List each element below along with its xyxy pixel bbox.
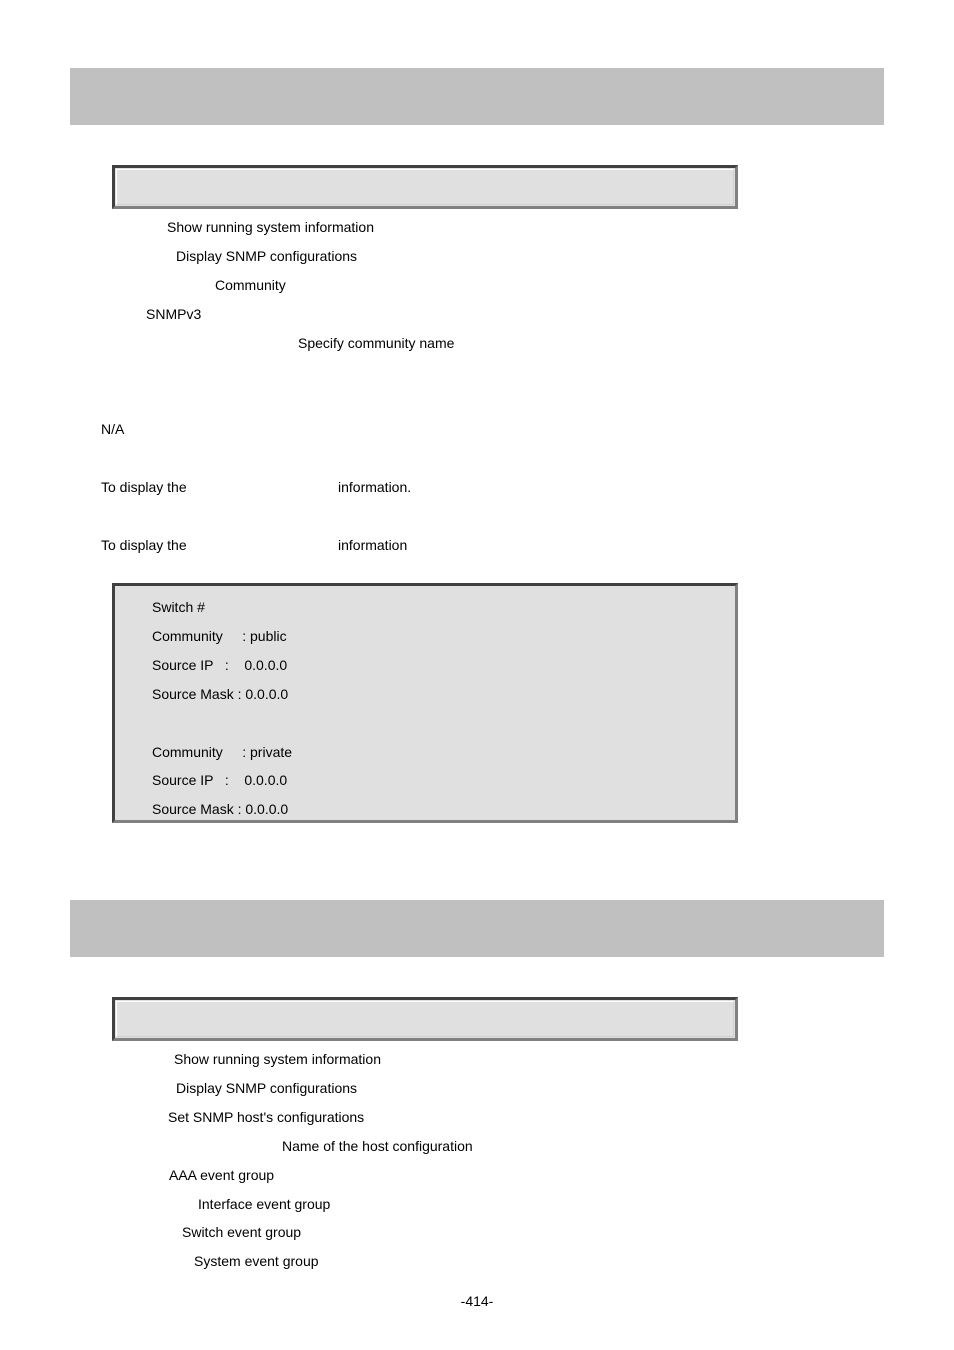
param2-host-name-desc: Name of the host configuration bbox=[282, 1138, 473, 1154]
param2-interface-desc: Interface event group bbox=[198, 1196, 331, 1212]
param-show-desc: Show running system information bbox=[167, 219, 374, 235]
param-snmpv3-desc: SNMPv3 bbox=[146, 306, 202, 322]
param-community-name-desc: Specify community name bbox=[298, 335, 455, 351]
usage-line-2-end: information bbox=[338, 537, 408, 553]
page-number: -414- bbox=[460, 1293, 494, 1309]
param-community-desc: Community bbox=[215, 277, 286, 293]
example-community-public: Community : public bbox=[152, 628, 287, 644]
section-title-bar bbox=[70, 68, 884, 125]
param2-host-desc: Set SNMP host's configurations bbox=[168, 1109, 365, 1125]
param-snmp-desc: Display SNMP configurations bbox=[176, 248, 358, 264]
usage-line-2-start: To display the bbox=[101, 537, 187, 553]
usage-line-1-start: To display the bbox=[101, 479, 187, 495]
param2-switch-desc: Switch event group bbox=[182, 1224, 302, 1240]
default-value: N/A bbox=[101, 421, 125, 437]
param2-snmp-desc: Display SNMP configurations bbox=[176, 1080, 358, 1096]
section-title-bar-2 bbox=[70, 900, 884, 957]
command-syntax-box bbox=[112, 165, 738, 209]
example-source-ip-2: Source IP : 0.0.0.0 bbox=[152, 772, 288, 788]
example-source-mask-1: Source Mask : 0.0.0.0 bbox=[152, 686, 289, 702]
command-syntax-box-2 bbox=[112, 997, 738, 1041]
example-prompt: Switch # bbox=[152, 599, 205, 615]
param2-system-desc: System event group bbox=[194, 1253, 319, 1269]
param2-aaa-desc: AAA event group bbox=[169, 1167, 275, 1183]
example-source-mask-2: Source Mask : 0.0.0.0 bbox=[152, 801, 289, 817]
usage-line-1-end: information. bbox=[338, 479, 412, 495]
example-source-ip-1: Source IP : 0.0.0.0 bbox=[152, 657, 288, 673]
param2-show-desc: Show running system information bbox=[174, 1051, 381, 1067]
example-community-private: Community : private bbox=[152, 744, 293, 760]
